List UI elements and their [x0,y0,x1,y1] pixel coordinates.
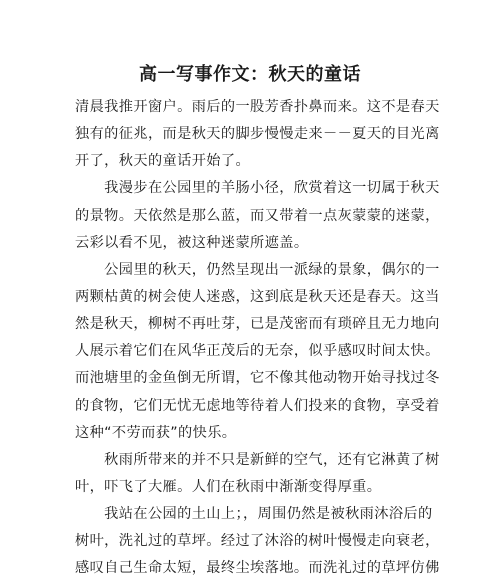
paragraph [75,94,440,175]
text-line: 公园里的秋天，仍然呈现出一派绿的景象，偶尔的一 [75,261,440,278]
paragraph [75,175,440,256]
text-line: 云彩以看不见，被这种迷蒙所遮盖。 [75,234,309,251]
text-line: 两颗枯黄的树会使人迷惑，这到底是秋天还是春天。这当 [75,288,440,305]
text-line: 人展示着它们在风华正茂后的无奈，似乎感叹时间太快。 [75,343,440,360]
text-line: 清晨我推开窗户。雨后的一股芳香扑鼻而来。这不是春天 [75,99,440,115]
text-line: 的食物，它们无忧无虑地等待着人们投来的食物，享受着 [75,397,440,414]
text-line: 开了，秋天的童话开始了。 [75,153,251,170]
text-line: 的景物。天依然是那么蓝，而又带着一点灰蒙蒙的迷蒙， [75,207,440,224]
document-body [75,94,440,583]
paragraph [75,257,440,447]
document-title: 高一写事作文：秋天的童话 [139,64,361,85]
text-line: 而池塘里的金鱼倒无所谓，它不像其他动物开始寻找过冬 [75,370,440,387]
text-line: 秋雨所带来的并不只是新鲜的空气，还有它淋黄了树 [75,451,440,468]
text-line: 感叹自己生命太短，最终尘埃落地。而洗礼过的草坪仿佛 [75,560,440,577]
text-line: 我站在公园的土山上；，周围仍然是被秋雨沐浴后的 [75,506,433,523]
text-line: 然是秋天，柳树不再吐芽，已是茂密而有琐碎且无力地向 [75,316,440,333]
text-line: 叶，吓飞了大雁。人们在秋雨中渐渐变得厚重。 [75,478,382,495]
paragraph [75,501,440,582]
text-line: 这种“不劳而获”的快乐。 [75,424,237,441]
text-line: 我漫步在公园里的羊肠小径，欣赏着这一切属于秋天 [75,180,440,197]
text-line: 树叶，洗礼过的草坪。经过了沐浴的树叶慢慢走向衰老， [75,533,440,550]
text-line: 独有的征兆，而是秋天的脚步慢慢走来－－夏天的目光离 [75,126,440,143]
paragraph [75,447,440,501]
